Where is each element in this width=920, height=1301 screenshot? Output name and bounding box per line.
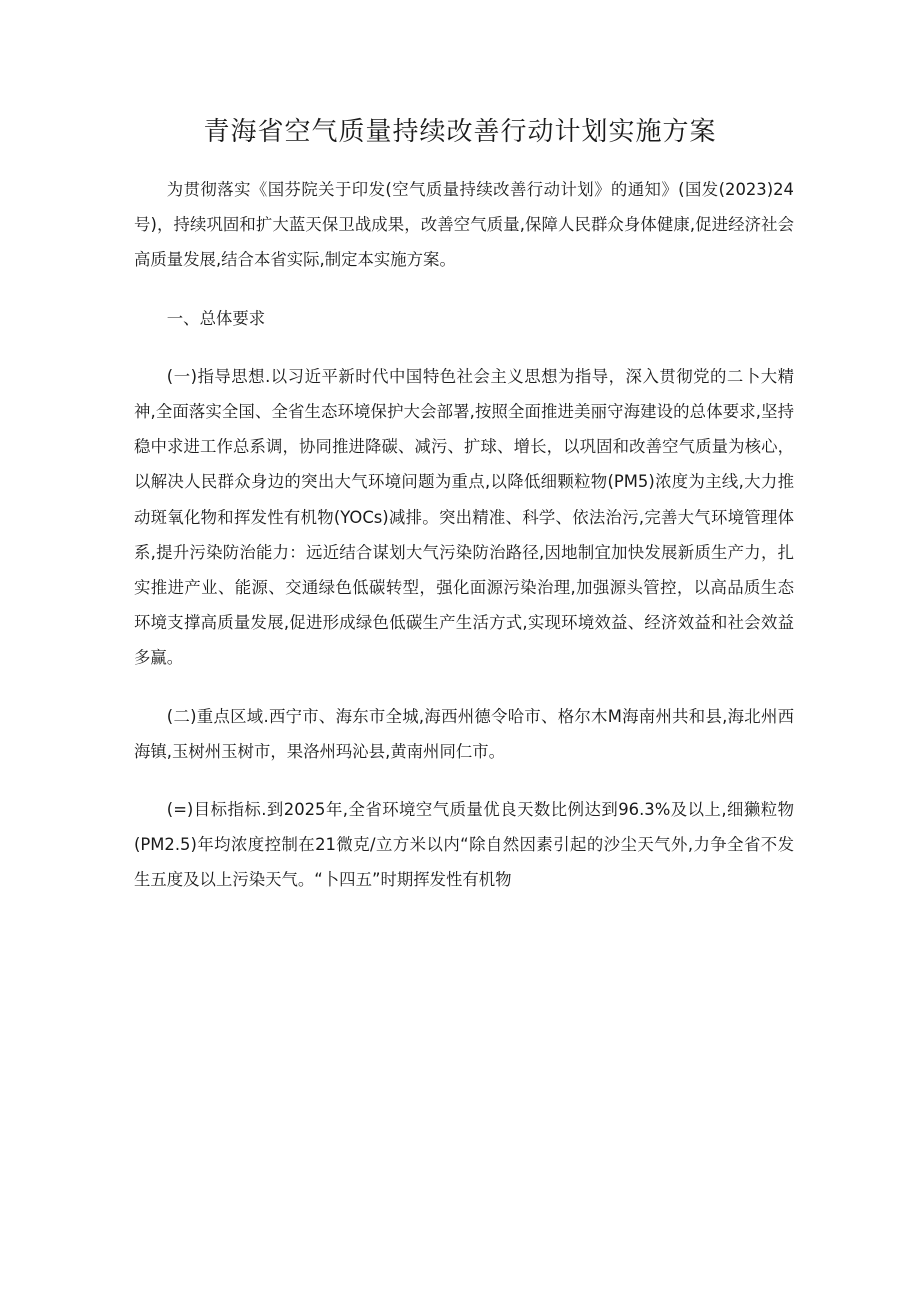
paragraph-guiding-ideology: (一)指导思想.以习近平新时代中国特色社会主义思想为指导，深入贯彻党的二卜大精神,全面落实全国、全省生态环境保护大会部署,按照全面推进美丽守海建设的总体要求,坚持稳中求进工作总系调，协同推进降碳、减污、扩球、增长，以巩固和改善空气质量为核心，以解决人民群众身边的突出大气环境问题为重点,以降低细颗粒物(PM5)浓度为主线,大力推动斑氧化物和挥发性有机物(YOCs)减排。突出精准、科学、依法治污,完善大气环境管理体系,提升污染防治能力：远近结合谋划大气污染防治路径,因地制宜加快发展新质生产力，扎实推进产业、能源、交通绿色低碳转型，强化面源污染治理,加强源头管控，以高品质生态环境支撑高质量发展,促进形成绿色低碳生产生活方式,实现环境效益、经济效益和社会效益多赢。: [134, 366, 794, 668]
document-title: 青海省空气质量持续改善行动计划实施方案: [203, 117, 717, 147]
intro-paragraph: 为贯彻落实《国芬院关于印发(空气质量持续改善行动计划》的通知》(国发(2023)24号)，持续巩固和扩大蓝天保卫战成果，改善空气质量,保障人民群众身体健康,促进经济社会高质量发展,结合本省实际,制定本实施方案。: [134, 180, 794, 270]
paragraph-target-indicators: (=)目标指标.到2025年,全省环境空气质量优良天数比例达到96.3%及以上,细獭粒物(PM2.5)年均浓度控制在21微克/立方米以内“除自然因素引起的沙尘天气外,力争全省不发生五度及以上污染天气。“卜四五”时期挥发性有机物: [134, 800, 794, 890]
document-body: [134, 172, 794, 921]
section-heading-general-requirements: 一、总体要求: [166, 308, 266, 328]
paragraph-key-regions: (二)重点区域.西宁市、海东市全城,海西州德令哈市、格尔木M海南州共和县,海北州西海镇,玉树州玉树市，果洛州玛沁县,黄南州同仁市。: [134, 706, 794, 761]
